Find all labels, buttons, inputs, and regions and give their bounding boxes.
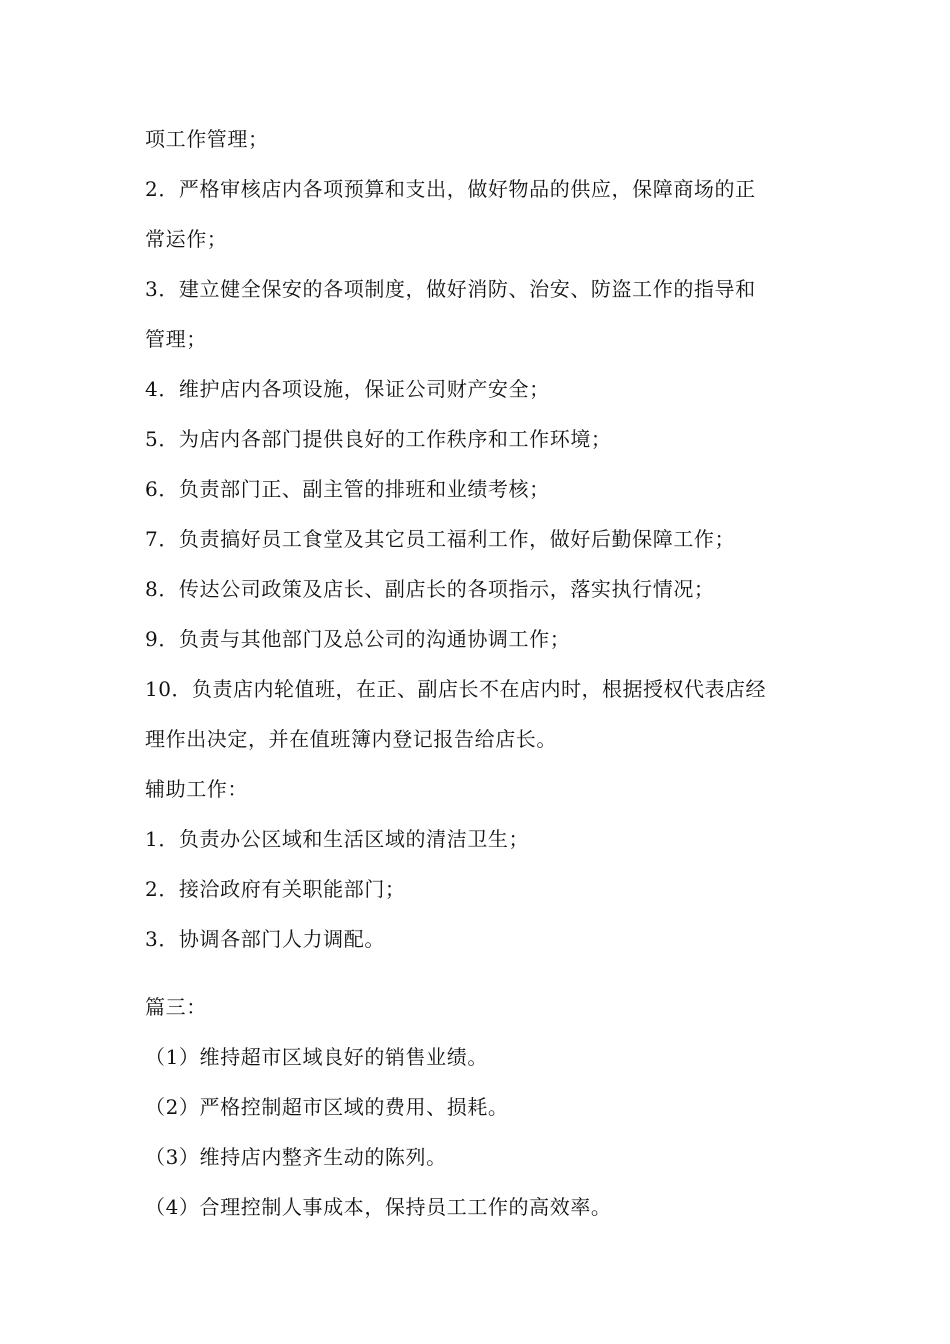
document-body xyxy=(145,114,815,1232)
list-item: （1）维持超市区域良好的销售业绩。 xyxy=(145,1045,488,1069)
text-line: 理作出决定，并在值班簿内登记报告给店长。 xyxy=(145,727,557,751)
text-line: 3．协调各部门人力调配。 xyxy=(145,927,385,951)
text-line: 3．建立健全保安的各项制度，做好消防、治安、防盗工作的指导和 xyxy=(145,277,756,301)
text-line: 管理； xyxy=(145,327,207,351)
text-line: 常运作； xyxy=(145,227,228,251)
text-line: 项工作管理； xyxy=(145,127,269,151)
list-item: （4）合理控制人事成本，保持员工工作的高效率。 xyxy=(145,1195,612,1219)
section-title: 篇三： xyxy=(145,995,207,1019)
list-item: （2）严格控制超市区域的费用、损耗。 xyxy=(145,1095,509,1119)
list-item: （3）维持店内整齐生动的陈列。 xyxy=(145,1145,447,1169)
text-line: 2．严格审核店内各项预算和支出，做好物品的供应，保障商场的正 xyxy=(145,177,756,201)
text-line: 1．负责办公区域和生活区域的清洁卫生； xyxy=(145,827,530,851)
text-line: 4．维护店内各项设施，保证公司财产安全； xyxy=(145,377,550,401)
text-line: 2．接洽政府有关职能部门； xyxy=(145,877,406,901)
text-line: 9．负责与其他部门及总公司的沟通协调工作； xyxy=(145,627,571,651)
text-line: 7．负责搞好员工食堂及其它员工福利工作，做好后勤保障工作； xyxy=(145,527,736,551)
text-line: 6．负责部门正、副主管的排班和业绩考核； xyxy=(145,477,550,501)
text-line: 10．负责店内轮值班，在正、副店长不在店内时，根据授权代表店经 xyxy=(145,677,766,701)
paragraph-gap xyxy=(145,964,815,982)
subheading: 辅助工作： xyxy=(145,777,248,801)
text-line: 5．为店内各部门提供良好的工作秩序和工作环境； xyxy=(145,427,612,451)
text-line: 8．传达公司政策及店长、副店长的各项指示，落实执行情况； xyxy=(145,577,715,601)
